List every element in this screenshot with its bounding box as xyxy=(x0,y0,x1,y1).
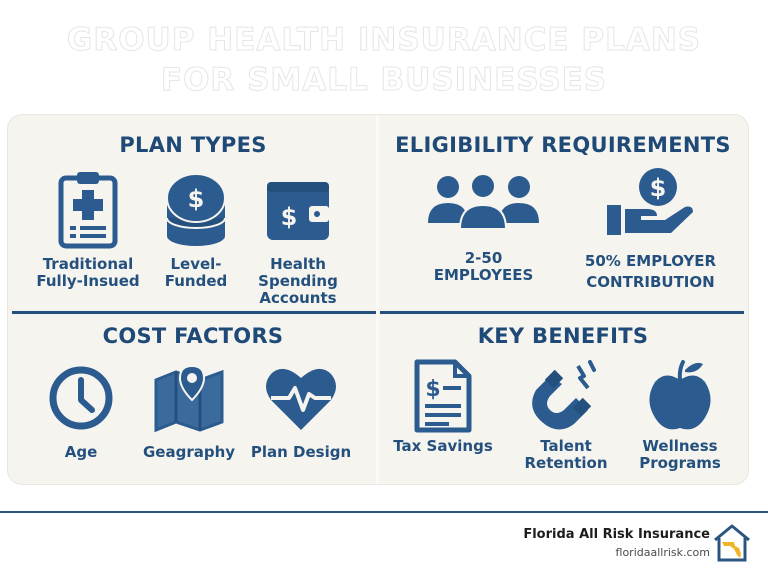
panel-divider-vertical xyxy=(376,115,379,484)
infographic-board xyxy=(8,115,748,484)
panel-heading: COST FACTORS xyxy=(102,324,284,348)
brand-name: Florida All Risk Insurance xyxy=(523,527,710,542)
item-label: 2-50 EMPLOYEES xyxy=(433,249,534,284)
wallet-icon xyxy=(263,170,333,250)
item-age xyxy=(26,362,136,461)
item-label: Health Spending Accounts xyxy=(258,255,338,307)
item-tax-savings xyxy=(388,358,498,455)
people-group-icon xyxy=(426,173,541,238)
panel-heading: PLAN TYPES xyxy=(119,133,267,157)
panel-key-benefits xyxy=(378,300,748,484)
item-level-funded xyxy=(141,170,251,290)
house-florida-icon xyxy=(712,522,752,564)
panel-plan-types xyxy=(8,115,378,307)
magnet-icon xyxy=(528,358,604,434)
panel-eligibility xyxy=(378,115,748,299)
item-label: Tax Savings xyxy=(393,437,493,455)
heart-pulse-icon xyxy=(263,362,339,434)
medical-clipboard-icon xyxy=(53,170,123,250)
item-contribution xyxy=(578,165,723,293)
brand-url: floridaallrisk.com xyxy=(615,546,710,559)
item-employees xyxy=(416,173,551,284)
item-wellness xyxy=(625,358,735,472)
item-geography xyxy=(134,362,244,461)
svg-text:$: $ xyxy=(425,377,441,402)
tax-document-icon xyxy=(411,358,475,434)
hand-coin-icon xyxy=(603,165,698,240)
title-line-2: FOR SMALL BUSINESSES xyxy=(160,62,608,98)
item-plan-design xyxy=(246,362,356,461)
item-label: Age xyxy=(64,443,98,461)
coin-stack-icon xyxy=(161,170,231,250)
panel-heading: ELIGIBILITY REQUIREMENTS xyxy=(395,133,731,157)
item-label: Plan Design xyxy=(250,443,352,461)
item-talent-retention xyxy=(511,358,621,472)
svg-text:$: $ xyxy=(280,203,298,231)
panel-divider-left xyxy=(12,311,376,314)
clock-icon xyxy=(46,362,116,434)
item-label: Level-Funded xyxy=(164,255,228,290)
item-label: Wellness Programs xyxy=(639,437,721,472)
svg-text:$: $ xyxy=(649,174,667,202)
item-label: 50% EMPLOYER CONTRIBUTION xyxy=(584,252,717,291)
apple-icon xyxy=(645,358,715,434)
item-traditional xyxy=(33,170,143,290)
item-label: Geagraphy xyxy=(142,443,236,461)
page-title xyxy=(0,20,768,100)
svg-text:$: $ xyxy=(187,185,205,213)
brand-block xyxy=(523,527,710,559)
item-hsa xyxy=(243,170,353,307)
panel-divider-right xyxy=(380,311,744,314)
item-label: Traditional Fully-Insued xyxy=(36,255,140,290)
panel-cost-factors xyxy=(8,300,378,484)
map-pin-icon xyxy=(152,362,226,434)
title-line-1: GROUP HEALTH INSURANCE PLANS xyxy=(66,22,702,58)
panel-heading: KEY BENEFITS xyxy=(477,324,649,348)
item-label: Talent Retention xyxy=(524,437,608,472)
footer-divider xyxy=(0,511,768,513)
